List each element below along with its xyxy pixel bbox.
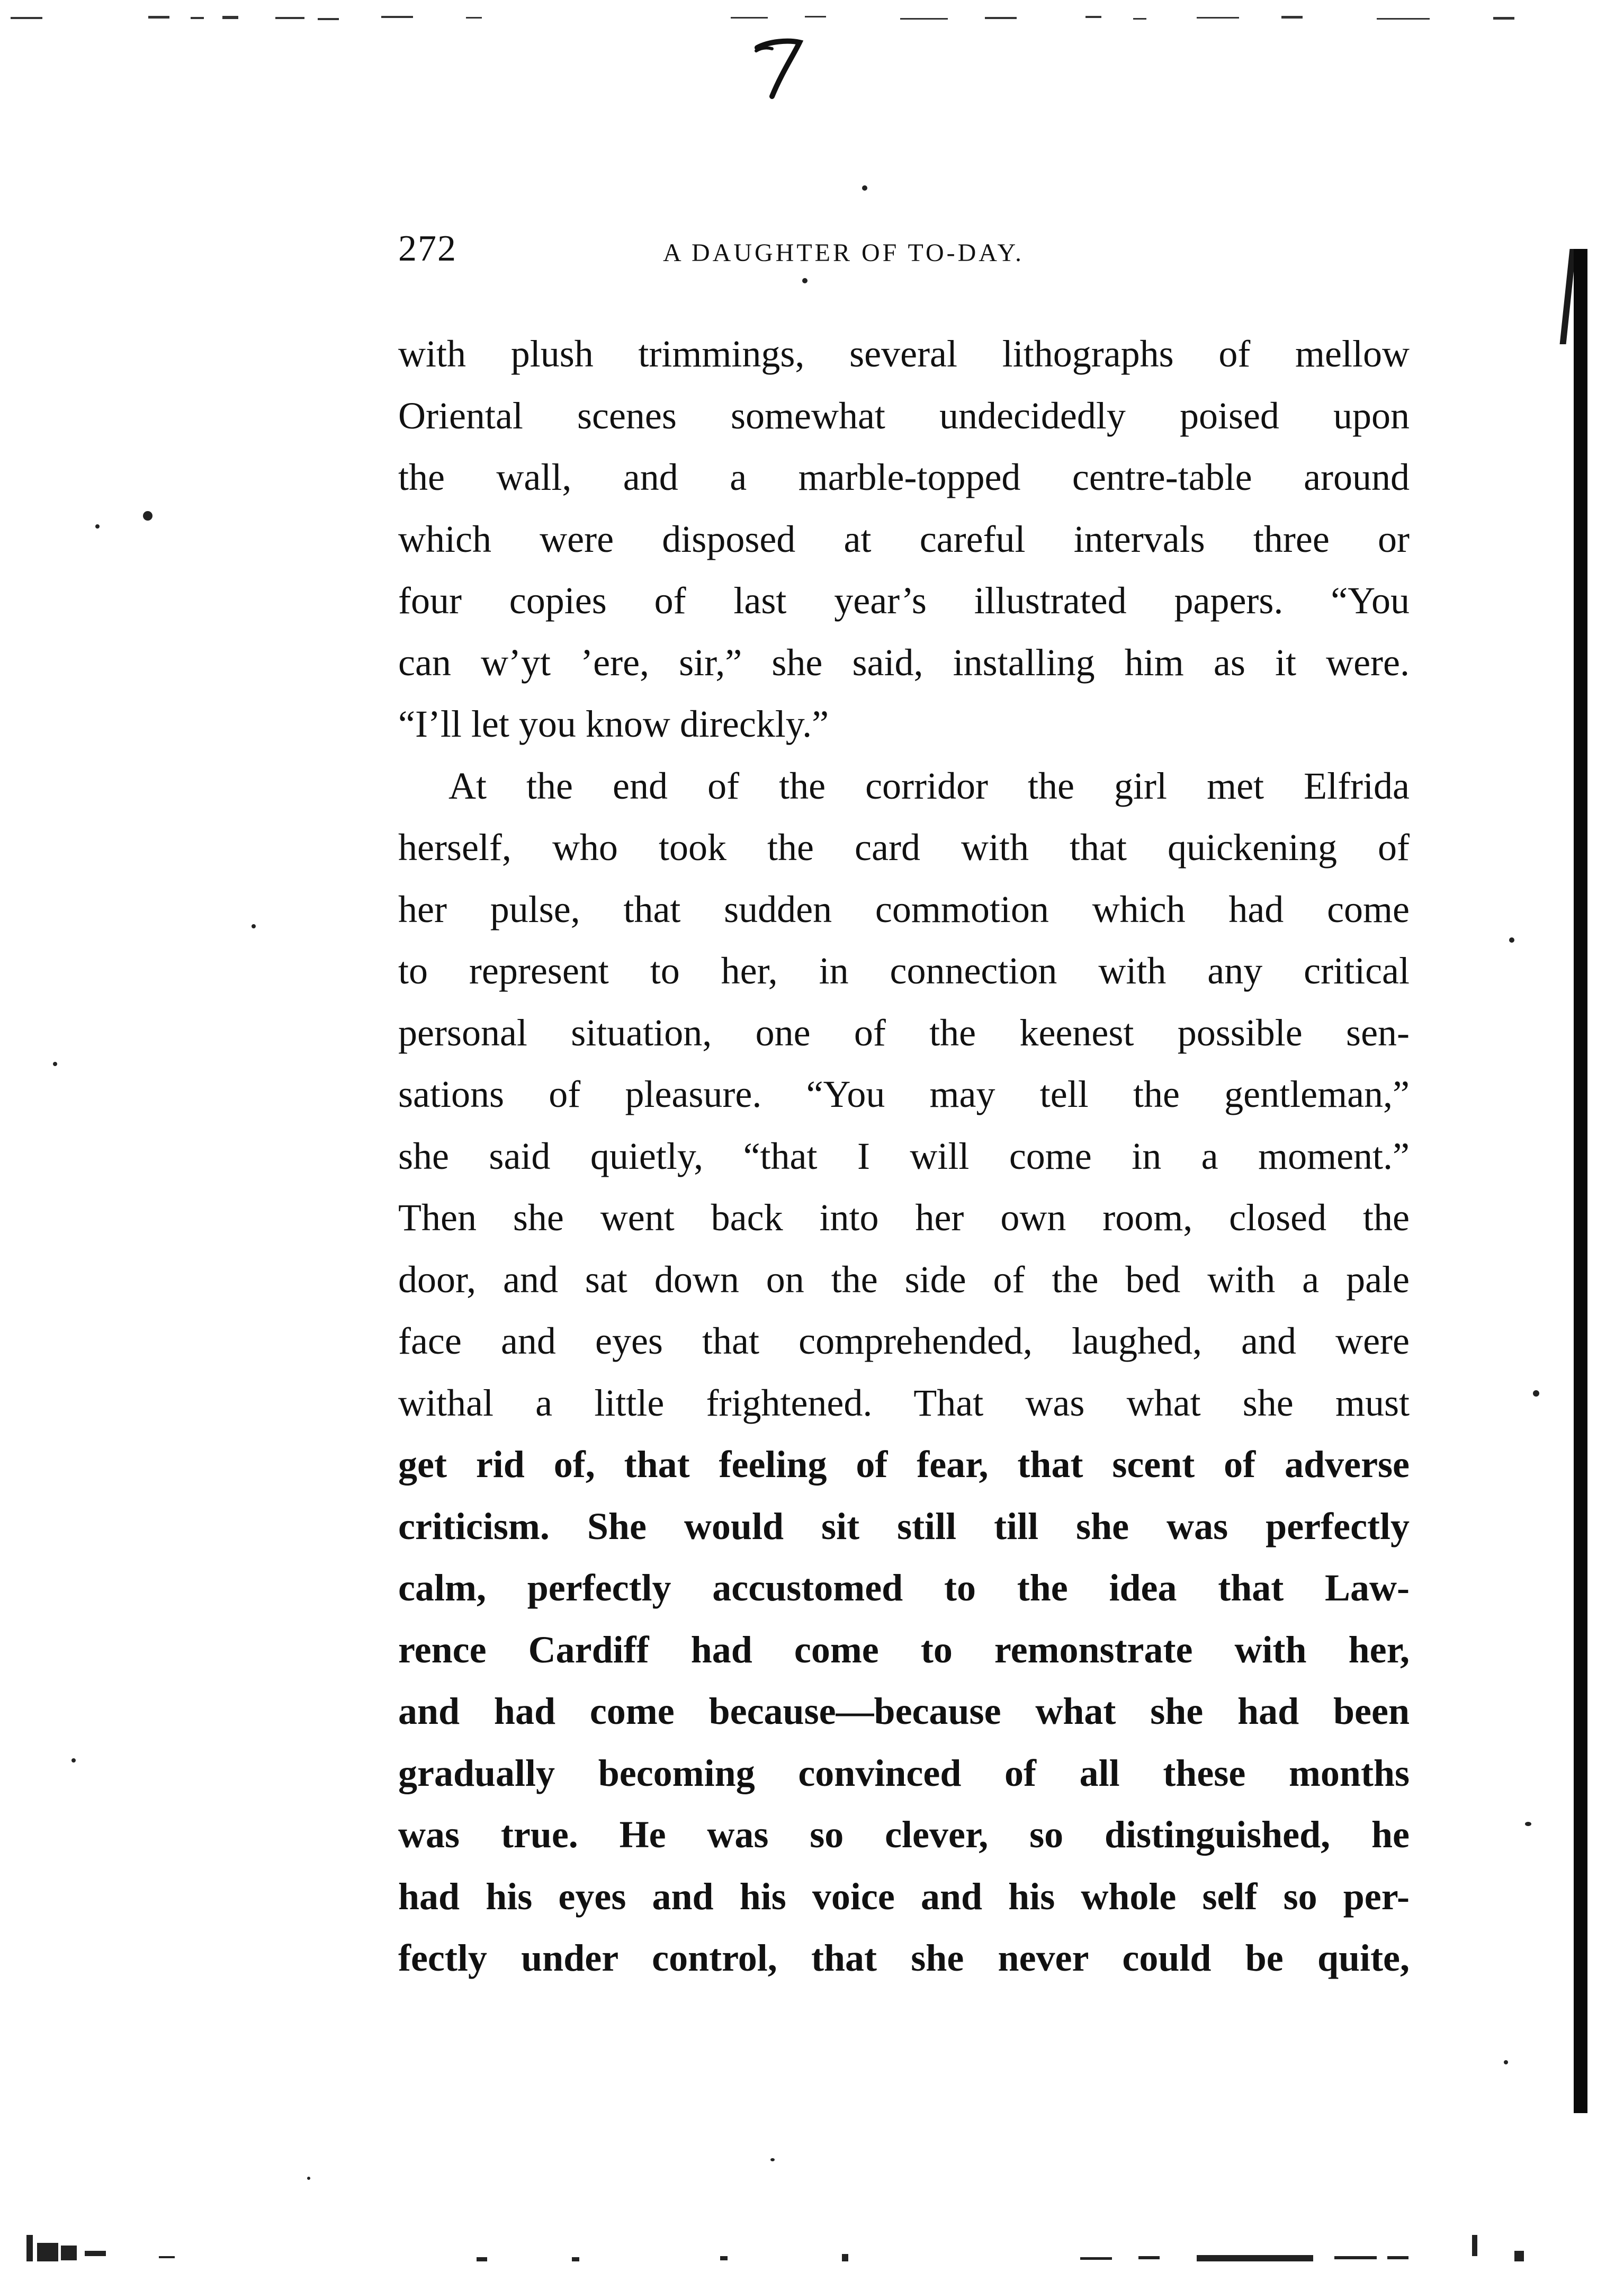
handwritten-folio-mark [751, 32, 809, 101]
text-line: fectly under control, that she never could be quite, [398, 1937, 1410, 1979]
text-line: to represent to her, in connection with any critical [398, 950, 1410, 992]
text-line: was true. He was so clever, so distinguished, he [398, 1813, 1410, 1856]
text-line: At the end of the corridor the girl met Elfrida [448, 764, 1410, 807]
scan-speck [1525, 1822, 1531, 1826]
text-line: “I’ll let you know direckly.” [398, 703, 829, 745]
running-head [398, 220, 1410, 278]
text-line: criticism. She would sit still till she was perfectly [398, 1505, 1410, 1547]
text-line: rence Cardiff had come to remonstrate with her, [398, 1628, 1410, 1671]
text-line: Then she went back into her own room, closed the [398, 1196, 1410, 1239]
scan-noise-bottom [0, 2214, 1624, 2272]
text-line: sations of pleasure. “You may tell the gentleman,” [398, 1073, 1410, 1115]
text-line: calm, perfectly accustomed to the idea that Law- [398, 1567, 1410, 1609]
text-line: face and eyes that comprehended, laughed, and were [398, 1320, 1410, 1362]
text-line: and had come because—because what she had been [398, 1690, 1410, 1732]
paragraph-heavy-ink [398, 1434, 1410, 1989]
scan-noise-top [0, 11, 1589, 32]
text-line: the wall, and a marble-topped centre-table around [398, 456, 1410, 498]
text-line: door, and sat down on the side of the bed with a pale [398, 1258, 1410, 1301]
body-text [398, 323, 1410, 1989]
scan-speck [53, 1062, 57, 1066]
text-line: had his eyes and his voice and his whole self so per- [398, 1875, 1410, 1918]
text-line: with plush trimmings, several lithographs of mellow [398, 333, 1410, 375]
scan-speck [252, 924, 256, 928]
scan-speck [71, 1758, 76, 1763]
scan-speck [143, 511, 152, 521]
paragraph [398, 755, 1410, 1434]
paragraph-continued [398, 323, 1410, 755]
scan-speck [802, 278, 807, 283]
text-line: can w’yt ’ere, sir,” she said, installing him as it were. [398, 641, 1410, 684]
scan-speck [1509, 937, 1514, 943]
text-line: personal situation, one of the keenest possible sen- [398, 1011, 1410, 1054]
text-line: four copies of last year’s illustrated papers. “You [398, 579, 1410, 622]
text-line: she said quietly, “that I will come in a moment.” [398, 1134, 1410, 1177]
text-line: gradually becoming convinced of all these months [398, 1751, 1410, 1794]
binding-edge-shadow [1574, 249, 1587, 2113]
scan-speck [770, 2158, 775, 2161]
scan-speck [307, 2177, 310, 2180]
scan-speck [862, 185, 867, 191]
text-line: withal a little frightened. That was what she must [398, 1381, 1410, 1424]
scan-speck [1504, 2060, 1508, 2064]
scan-speck [1533, 1390, 1539, 1397]
text-line: get rid of, that feeling of fear, that scent of adverse [398, 1443, 1410, 1486]
text-line: Oriental scenes somewhat undecidedly poised upon [398, 394, 1410, 437]
running-title: A DAUGHTER OF TO-DAY. [663, 239, 1024, 267]
text-line: which were disposed at careful intervals three or [398, 517, 1410, 560]
text-line: herself, who took the card with that quickening of [398, 826, 1410, 869]
page-number: 272 [398, 228, 457, 269]
scan-speck [95, 524, 100, 529]
text-line: her pulse, that sudden commotion which had come [398, 888, 1410, 931]
